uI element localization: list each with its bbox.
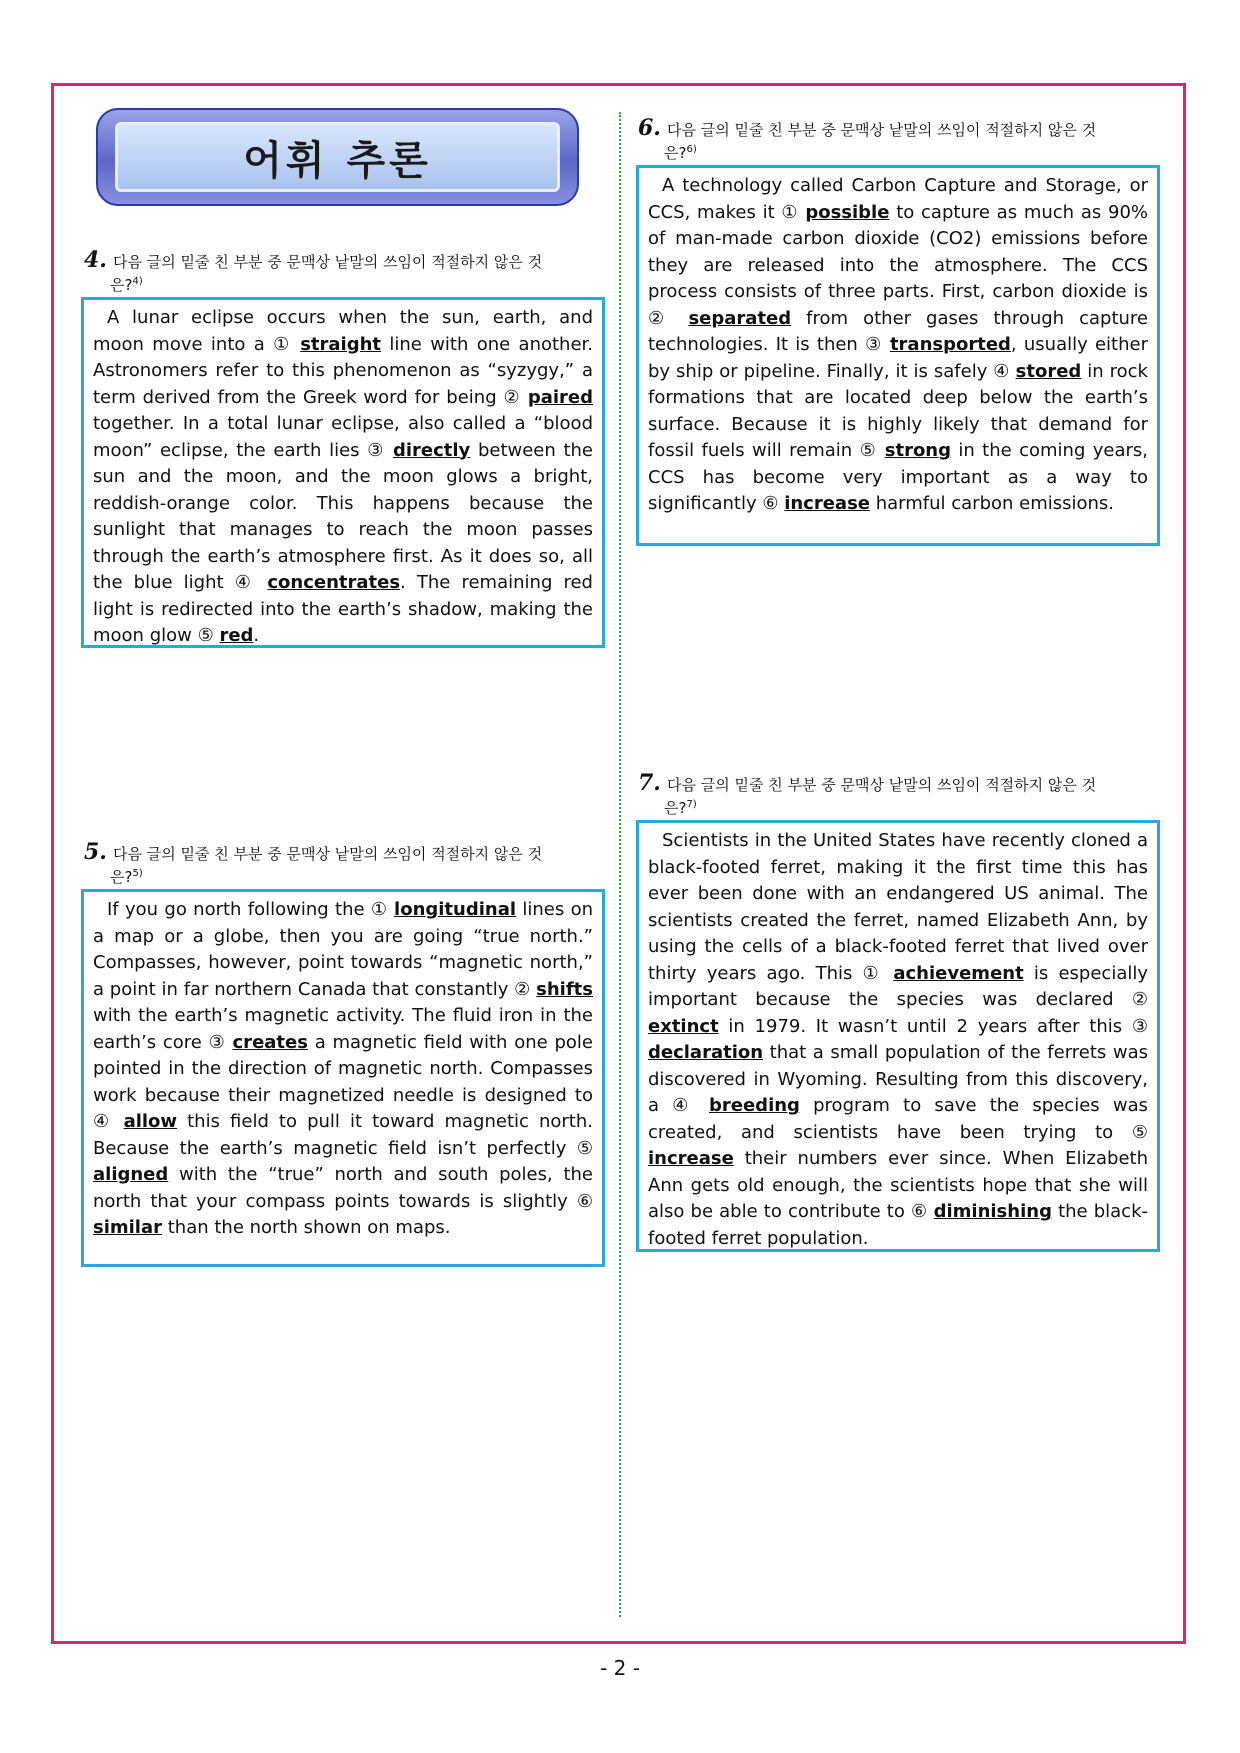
question-4-header: [84, 247, 604, 295]
passage-text: Scientists in the United States have recently cloned a black-footed ferret, making it the first time this has ever been done with an endangered US animal. The scientists created the ferret, named Elizabeth Ann, by using the cells of a black-footed ferret that lived over thirty years ago. This ①: [648, 830, 1148, 984]
passage-text: in the coming years, CCS has become very important as a way to significantly ⑥: [648, 440, 1148, 514]
passage-text: , usually either by ship or pipeline. Finally, it is safely ④: [648, 334, 1148, 382]
underlined-word: declaration: [648, 1042, 764, 1063]
question-number: 6.: [638, 115, 661, 141]
question-prompt: 다음 글의 밑줄 친 부분 중 문맥상 낱말의 쓰임이 적절하지 않은 것: [112, 253, 543, 271]
passage-text: their numbers ever since. When Elizabeth Ann gets old enough, the scientists hope that she will also be able to contribute to ⑥: [648, 1148, 1148, 1222]
question-prompt-cont: 은?: [110, 276, 133, 294]
underlined-word: concentrates: [267, 572, 401, 593]
underlined-word: paired: [527, 386, 593, 408]
footnote-ref: 6): [686, 144, 697, 155]
passage-text: harmful carbon emissions.: [870, 493, 1115, 514]
passage-text: a magnetic field with one pole pointed in the direction of magnetic north. Compasses work because their magnetized needle is designed to ④: [93, 1031, 593, 1132]
passage-text: this field to pull it toward magnetic north. Because the earth’s magnetic field isn’t perfectly ⑤: [93, 1111, 593, 1159]
passage-text: is especially important because the species was declared ②: [648, 962, 1149, 1010]
passage-text: line with one another. Astronomers refer to this phenomenon as “syzygy,” a term derived from the Greek word for being ②: [93, 333, 594, 408]
passage-text: from other gases through capture technologies. It is then ③: [648, 307, 1149, 355]
question-prompt: 다음 글의 밑줄 친 부분 중 문맥상 낱말의 쓰임이 적절하지 않은 것: [112, 845, 543, 863]
question-number: 5.: [84, 839, 107, 865]
question-5-passage: [93, 897, 593, 1242]
passage-text: together. In a total lunar eclipse, also called a “blood moon” eclipse, the earth lies ③: [93, 413, 593, 461]
passage-text: that a small population of the ferrets was discovered in Wyoming. Resulting from this discovery, a ④: [648, 1042, 1148, 1116]
question-4-passage-box: [81, 297, 605, 648]
underlined-word: diminishing: [933, 1201, 1052, 1222]
footnote-ref: 7): [686, 799, 697, 810]
underlined-word: stored: [1015, 360, 1082, 382]
underlined-word: aligned: [93, 1164, 169, 1185]
passage-text: .: [253, 625, 260, 646]
underlined-word: straight: [300, 333, 382, 355]
footnote-ref: 5): [132, 868, 143, 879]
underlined-word: achievement: [893, 962, 1024, 984]
footnote-ref: 4): [132, 276, 143, 287]
passage-text: between the sun and the moon, and the moon glows a bright, reddish-orange color. This happens because the sunlight that manages to reach the moon passes through the earth’s atmosphere first. As it does so, all the blue light ④: [93, 439, 593, 593]
passage-text: in rock formations that are located deep below the earth’s surface. Because it is highly likely that demand for fossil fuels will remain ⑤: [648, 360, 1148, 461]
passage-text: . The remaining red light is redirected into the earth’s shadow, making the moon glow ⑤: [93, 572, 593, 646]
underlined-word: directly: [392, 439, 471, 461]
passage-text: A technology called Carbon Capture and Storage, or CCS, makes it ①: [648, 175, 1148, 223]
passage-text: program to save the species was created, and scientists have been trying to ⑤: [648, 1095, 1148, 1143]
underlined-word: possible: [805, 201, 890, 223]
section-title-banner: [96, 108, 579, 206]
underlined-word: creates: [232, 1031, 308, 1053]
question-6-passage-box: [636, 165, 1160, 546]
underlined-word: transported: [889, 334, 1011, 355]
question-prompt-cont: 은?: [110, 868, 133, 886]
question-4-passage: [93, 305, 593, 650]
question-7-passage-box: [636, 820, 1160, 1252]
question-7-header: [638, 770, 1160, 818]
passage-text: in 1979. It wasn’t until 2 years after this ③: [718, 1015, 1148, 1037]
passage-text: lines on a map or a globe, then you are going “true north.” Compasses, however, point towards “magnetic north,” a point in far northern Canada that constantly ②: [93, 899, 594, 1000]
passage-text: than the north shown on maps.: [162, 1217, 451, 1238]
passage-text: A lunar eclipse occurs when the sun, earth, and moon move into a ①: [93, 307, 593, 355]
question-6-header: [638, 115, 1160, 163]
underlined-word: strong: [884, 440, 952, 461]
underlined-word: increase: [784, 493, 870, 514]
question-prompt: 다음 글의 밑줄 친 부분 중 문맥상 낱말의 쓰임이 적절하지 않은 것: [666, 776, 1097, 794]
underlined-word: increase: [648, 1148, 734, 1169]
underlined-word: allow: [123, 1111, 178, 1132]
question-number: 7.: [638, 770, 661, 796]
underlined-word: red: [219, 625, 254, 646]
question-prompt: 다음 글의 밑줄 친 부분 중 문맥상 낱말의 쓰임이 적절하지 않은 것: [666, 121, 1097, 139]
passage-text: the black-footed ferret population.: [648, 1201, 1148, 1249]
question-6-passage: [648, 173, 1148, 518]
section-title: 어휘 추론: [243, 137, 432, 184]
column-divider: [619, 112, 621, 1617]
question-prompt-cont: 은?: [664, 144, 687, 162]
underlined-word: longitudinal: [394, 899, 517, 920]
section-title-panel: [115, 122, 560, 192]
question-number: 4.: [84, 247, 107, 273]
passage-text: If you go north following the ①: [107, 899, 395, 920]
underlined-word: shifts: [536, 978, 593, 1000]
question-5-passage-box: [81, 889, 605, 1267]
underlined-word: breeding: [709, 1095, 800, 1116]
page-number: - 2 -: [600, 1656, 640, 1680]
passage-text: to capture as much as 90% of man-made carbon dioxide (CO2) emissions before they are released into the atmosphere. The CCS process consists of three parts. First, carbon dioxide is ②: [648, 201, 1149, 329]
question-prompt-cont: 은?: [664, 799, 687, 817]
underlined-word: similar: [93, 1217, 163, 1238]
underlined-word: separated: [688, 307, 792, 329]
question-7-passage: [648, 828, 1148, 1252]
passage-text: with the “true” north and south poles, the north that your compass points towards is slightly ⑥: [93, 1164, 593, 1212]
passage-text: with the earth’s magnetic activity. The fluid iron in the earth’s core ③: [93, 1005, 593, 1053]
underlined-word: extinct: [648, 1015, 719, 1037]
question-5-header: [84, 839, 604, 887]
